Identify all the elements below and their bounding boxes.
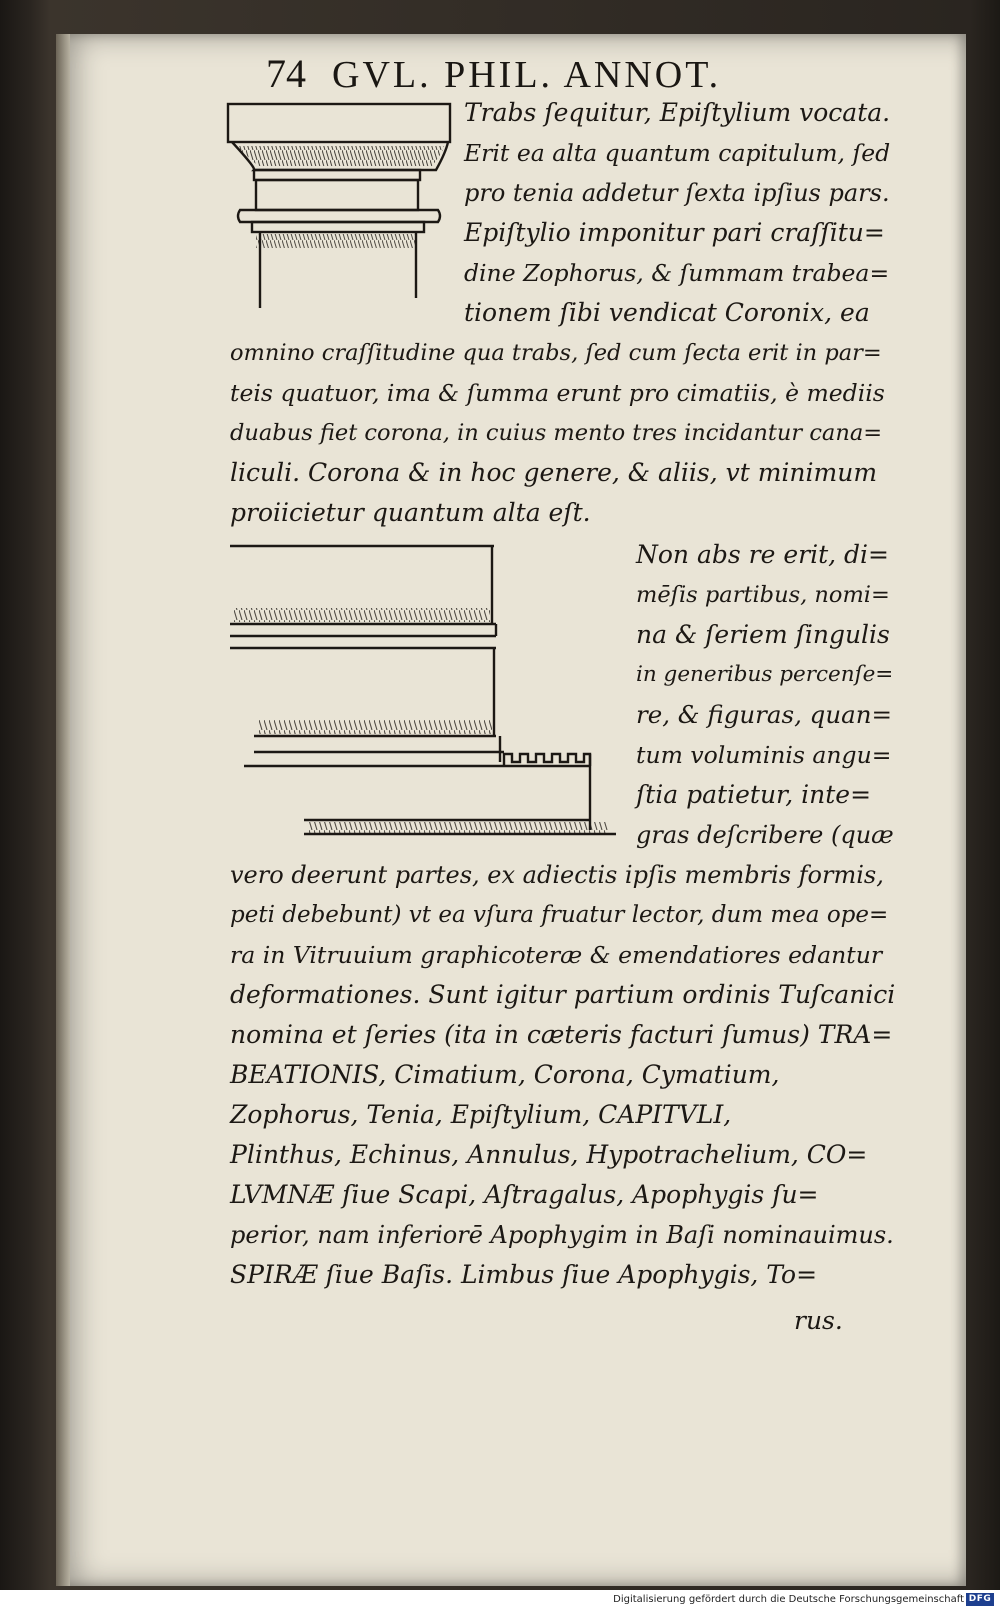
text-line: tionem ſibi vendicat Coronix, ea xyxy=(464,298,870,327)
running-head xyxy=(266,50,721,97)
running-title: GVL. PHIL. ANNOT. xyxy=(332,54,722,96)
text-line: pro tenia addetur ſexta ipſius pars. xyxy=(464,179,890,207)
text-line: proiicietur quantum alta eſt. xyxy=(230,498,591,527)
text-line: liculi. Corona & in hoc genere, & aliis, vt minimum xyxy=(230,458,878,487)
text-line: BEATIONIS, Cimatium, Corona, Cymatium, xyxy=(230,1060,780,1089)
text-line: dine Zophorus, & ſummam trabea= xyxy=(464,259,890,287)
entablature-woodcut xyxy=(224,540,628,846)
text-line: Epiſtylio imponitur pari craſſitu= xyxy=(464,218,885,247)
text-line: mēſis partibus, nomi= xyxy=(636,582,890,608)
capital-woodcut xyxy=(226,100,462,312)
text-line: perior, nam inferiorē Apophygim in Baſi nominauimus. xyxy=(230,1221,894,1249)
text-line: in generibus percenſe= xyxy=(636,662,894,687)
text-line: Non abs re erit, di= xyxy=(636,540,889,569)
text-line: tum voluminis angu= xyxy=(636,741,892,769)
text-line: Zophorus, Tenia, Epiſtylium, CAPITVLI, xyxy=(230,1100,732,1129)
text-line: peti debebunt) vt ea vſura fruatur lector, dum mea ope= xyxy=(230,902,889,928)
text-line: nomina et ſeries (ita in cæteris facturi ſumus) TRA= xyxy=(230,1020,893,1049)
text-line: duabus fiet corona, in cuius mento tres incidantur cana= xyxy=(230,420,883,446)
text-line: SPIRÆ ſiue Baſis. Limbus ſiue Apophygis, To= xyxy=(230,1260,818,1289)
text-line: gras deſcribere (quæ xyxy=(636,821,894,849)
dfg-logo: DFG xyxy=(966,1593,994,1606)
text-line: deformationes. Sunt igitur partium ordinis Tuſcanici xyxy=(230,980,896,1009)
catchword: rus. xyxy=(794,1306,843,1335)
text-line: vero deerunt partes, ex adiectis ipſis membris formis, xyxy=(230,861,884,889)
digitization-credit: Digitalisierung gefördert durch die Deutsche Forschungsgemeinschaft xyxy=(613,1594,964,1605)
text-line: Erit ea alta quantum capitulum, ſed xyxy=(464,139,891,167)
text-line: Trabs ſequitur, Epiſtylium vocata. xyxy=(464,98,891,127)
text-line: re, & figuras, quan= xyxy=(636,700,893,729)
text-line: LVMNÆ ſiue Scapi, Aſtragalus, Apophygis ſu= xyxy=(230,1180,819,1209)
text-line: omnino craſſitudine qua trabs, ſed cum ſecta erit in par= xyxy=(230,340,882,366)
text-line: ſtia patietur, inte= xyxy=(636,780,872,809)
text-line: na & ſeriem ſingulis xyxy=(636,620,890,649)
page-number: 74 xyxy=(266,51,306,96)
text-line: teis quatuor, ima & ſumma erunt pro cimatiis, è mediis xyxy=(230,379,885,407)
page-gutter-shadow xyxy=(56,34,70,1586)
text-line: ra in Vitruuium graphicoteræ & emendatiores edantur xyxy=(230,941,883,969)
text-line: Plinthus, Echinus, Annulus, Hypotrachelium, CO= xyxy=(230,1140,868,1169)
